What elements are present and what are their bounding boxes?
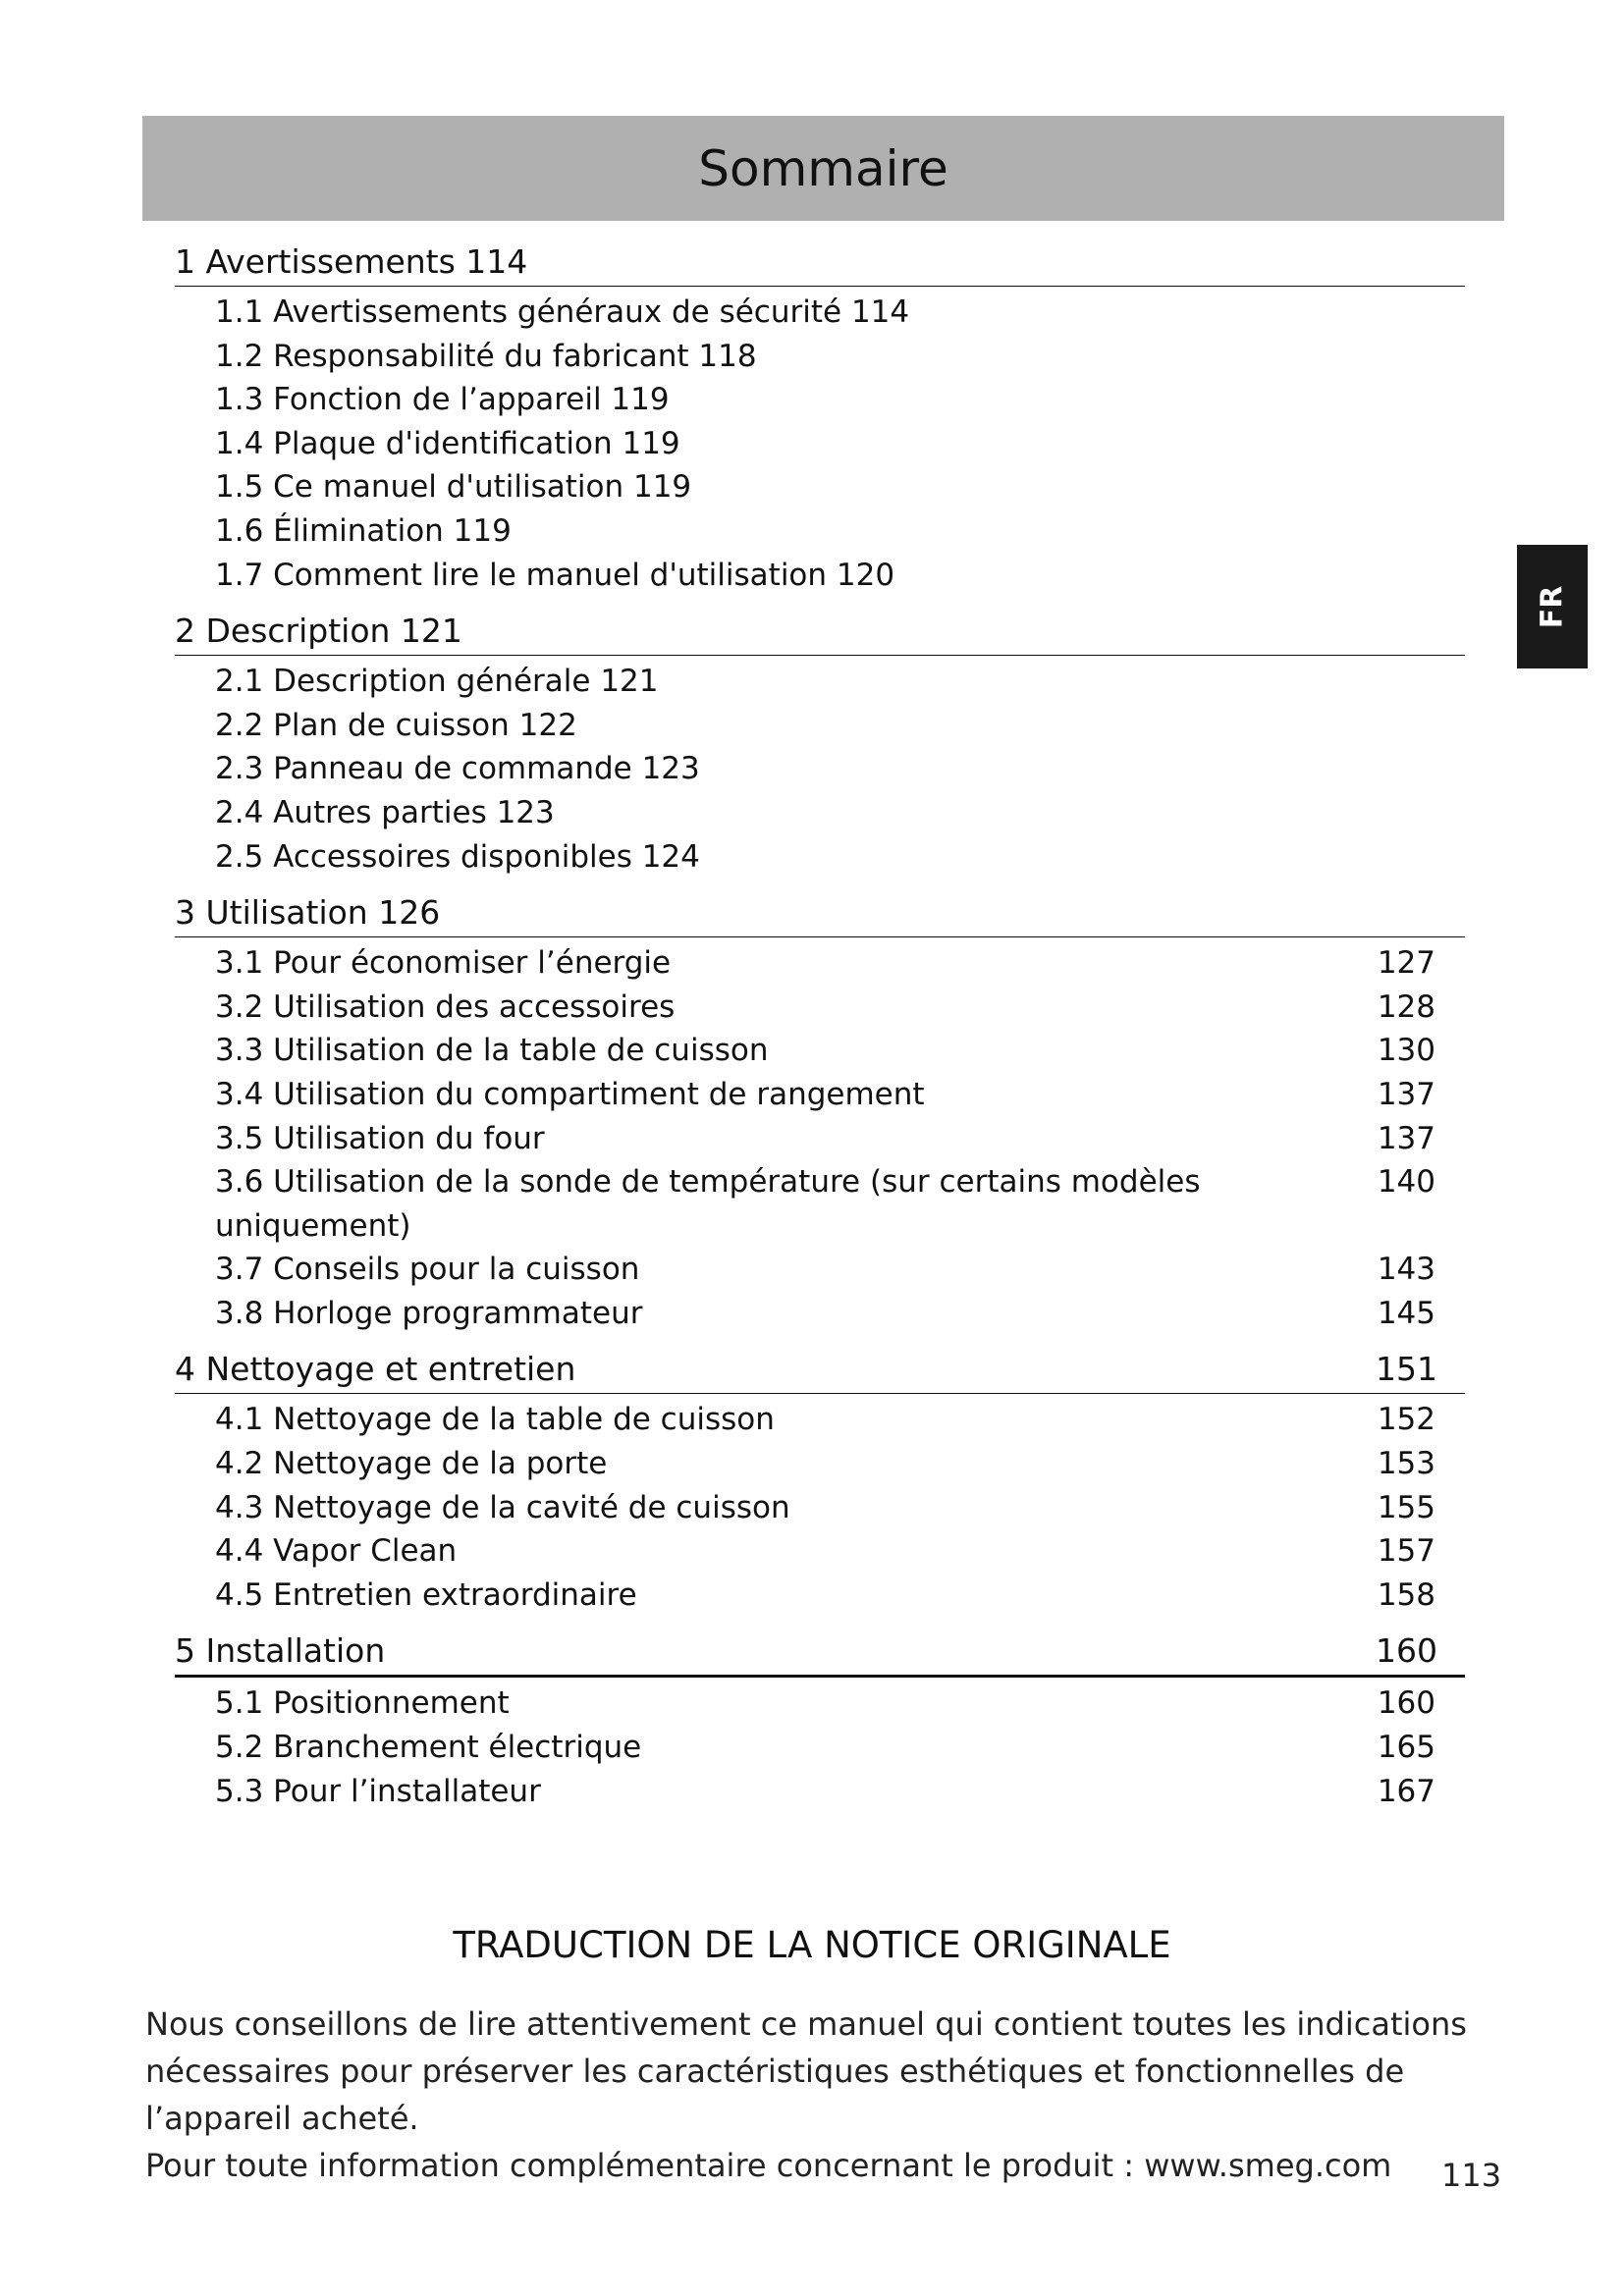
- toc-entry-page: [1435, 509, 1465, 554]
- toc-entry-page: 145: [1377, 1295, 1435, 1331]
- toc-entry-page: 140: [1377, 1164, 1435, 1201]
- toc-entry-page: 127: [1377, 945, 1435, 982]
- toc-entry-title: 1.2 Responsabilité du fabricant 118: [215, 338, 757, 374]
- toc-entry-title: 1.4 Plaque d'identification 119: [215, 425, 680, 461]
- toc-entry[interactable]: [215, 1726, 1465, 1770]
- toc-entry-list: [175, 656, 1465, 879]
- toc-entry-title: 4.4 Vapor Clean: [215, 1533, 458, 1570]
- toc-entry[interactable]: [215, 1117, 1465, 1161]
- toc-entry[interactable]: [215, 1398, 1465, 1442]
- toc-entry-title: 4.2 Nettoyage de la porte: [215, 1446, 608, 1482]
- toc-entry-page: 130: [1377, 1033, 1435, 1069]
- toc-entry[interactable]: [215, 835, 1465, 880]
- toc-entry-title: 2.5 Accessoires disponibles 124: [215, 838, 700, 875]
- toc-entry-title: 5.3 Pour l’installateur: [215, 1773, 541, 1809]
- toc-entry-page: 158: [1377, 1576, 1435, 1613]
- toc-entry-title: 3.2 Utilisation des accessoires: [215, 988, 676, 1025]
- toc-entry-page: 128: [1377, 988, 1435, 1025]
- toc-section-page: 160: [1376, 1631, 1437, 1671]
- toc-section-heading[interactable]: [175, 1630, 1465, 1678]
- toc-section-title: 1 Avertissements 114: [175, 242, 528, 281]
- toc-entry-title: 3.8 Horloge programmateur: [215, 1295, 643, 1331]
- toc-section-page: 151: [1376, 1350, 1437, 1389]
- toc-entry[interactable]: [215, 1682, 1465, 1726]
- toc-entry-title: 1.1 Avertissements généraux de sécurité 114: [215, 294, 910, 330]
- toc-section: [175, 611, 1465, 879]
- toc-entry-page: 157: [1377, 1533, 1435, 1570]
- page-title: Sommaire: [698, 139, 948, 197]
- toc-entry[interactable]: [215, 291, 1465, 335]
- toc-entry-list: [175, 1394, 1465, 1617]
- toc-entry-title: 2.4 Autres parties 123: [215, 794, 555, 830]
- toc-entry[interactable]: [215, 704, 1465, 748]
- toc-section-title: 4 Nettoyage et entretien: [175, 1350, 576, 1389]
- toc-entry-page: 165: [1377, 1730, 1435, 1766]
- toc-entry-title: 3.4 Utilisation du compartiment de rangement: [215, 1076, 925, 1112]
- toc-section-heading[interactable]: [175, 892, 1465, 937]
- toc-section: [175, 892, 1465, 1335]
- toc-entry[interactable]: [215, 335, 1465, 379]
- table-of-contents: [175, 241, 1465, 1827]
- toc-entry-page: 143: [1377, 1252, 1435, 1288]
- toc-entry-page: [1435, 835, 1465, 880]
- toc-entry-title: 3.1 Pour économiser l’énergie: [215, 945, 672, 982]
- toc-entry-title: 4.5 Entretien extraordinaire: [215, 1576, 637, 1613]
- toc-entry[interactable]: [215, 1248, 1465, 1292]
- toc-entry-page: 155: [1377, 1489, 1435, 1525]
- toc-entry[interactable]: [215, 509, 1465, 554]
- toc-entry[interactable]: [215, 1486, 1465, 1530]
- toc-section: [175, 1349, 1465, 1617]
- toc-entry-title: 3.5 Utilisation du four: [215, 1120, 545, 1156]
- toc-entry[interactable]: [215, 1442, 1465, 1486]
- toc-entry[interactable]: [215, 1029, 1465, 1073]
- notice-title: TRADUCTION DE LA NOTICE ORIGINALE: [453, 1924, 1171, 1966]
- toc-section-title: 3 Utilisation 126: [175, 893, 441, 933]
- toc-entry-page: 137: [1377, 1076, 1435, 1112]
- toc-entry-page: [1435, 660, 1465, 704]
- toc-section-heading[interactable]: [175, 1349, 1465, 1394]
- toc-entry-title: 3.7 Conseils pour la cuisson: [215, 1252, 640, 1288]
- toc-entry[interactable]: [215, 1770, 1465, 1814]
- toc-entry-list: [175, 937, 1465, 1335]
- toc-entry-title: 2.3 Panneau de commande 123: [215, 751, 700, 787]
- toc-entry-page: [1435, 554, 1465, 598]
- toc-entry-page: 167: [1377, 1773, 1435, 1809]
- toc-section: [175, 241, 1465, 597]
- toc-section-title: 2 Description 121: [175, 612, 462, 651]
- toc-entry[interactable]: [215, 1073, 1465, 1117]
- toc-entry[interactable]: [215, 465, 1465, 509]
- toc-entry-page: 160: [1377, 1685, 1435, 1722]
- toc-entry[interactable]: [215, 422, 1465, 466]
- toc-entry-page: 137: [1377, 1120, 1435, 1156]
- notice-paragraph-2: Pour toute information complémentaire concernant le produit : www.smeg.com: [145, 2147, 1392, 2184]
- language-tab-label: FR: [1535, 585, 1570, 628]
- page-number: 113: [1441, 2157, 1502, 2194]
- toc-entry-title: 1.7 Comment lire le manuel d'utilisation 120: [215, 557, 895, 593]
- toc-entry-page: [1435, 378, 1465, 422]
- toc-entry-list: [175, 287, 1465, 597]
- language-tab: [1517, 545, 1588, 668]
- notice-paragraph-1: Nous conseillons de lire attentivement ce manuel qui contient toutes les indications nécessaires pour préserver les caractéristiques esthétiques et fonctionnelles de l’appareil acheté.: [145, 2005, 1467, 2137]
- toc-entry[interactable]: [215, 986, 1465, 1030]
- toc-entry[interactable]: [215, 1292, 1465, 1336]
- toc-entry-page: [1435, 704, 1465, 748]
- toc-entry-page: 153: [1377, 1446, 1435, 1482]
- toc-section-title: 5 Installation: [175, 1631, 386, 1671]
- toc-entry[interactable]: [215, 1574, 1465, 1618]
- toc-entry-title: 2.1 Description générale 121: [215, 664, 659, 700]
- toc-entry-list: [175, 1678, 1465, 1813]
- toc-entry-title: 3.3 Utilisation de la table de cuisson: [215, 1033, 769, 1069]
- toc-entry[interactable]: [215, 1160, 1465, 1248]
- toc-entry-title: 2.2 Plan de cuisson 122: [215, 707, 577, 743]
- notice-text: [145, 2001, 1510, 2189]
- toc-section-heading[interactable]: [175, 241, 1465, 287]
- toc-entry-page: [1435, 422, 1465, 466]
- toc-entry-title: 1.5 Ce manuel d'utilisation 119: [215, 469, 692, 506]
- toc-entry-title: 5.2 Branchement électrique: [215, 1730, 642, 1766]
- toc-entry-page: [1435, 291, 1465, 335]
- toc-entry[interactable]: [215, 660, 1465, 704]
- toc-entry[interactable]: [215, 554, 1465, 598]
- toc-entry[interactable]: [215, 791, 1465, 835]
- toc-entry-title: 4.3 Nettoyage de la cavité de cuisson: [215, 1489, 790, 1525]
- toc-section-heading[interactable]: [175, 611, 1465, 656]
- toc-entry-title: 1.3 Fonction de l’appareil 119: [215, 382, 670, 418]
- toc-entry-title: 1.6 Élimination 119: [215, 512, 512, 549]
- toc-entry-title: 4.1 Nettoyage de la table de cuisson: [215, 1402, 775, 1438]
- toc-entry[interactable]: [215, 1529, 1465, 1574]
- toc-entry-title: 3.6 Utilisation de la sonde de température (sur certains modèles uniquement): [215, 1164, 1201, 1244]
- toc-entry[interactable]: [215, 747, 1465, 791]
- toc-entry-page: [1435, 465, 1465, 509]
- toc-entry-page: [1435, 335, 1465, 379]
- toc-entry[interactable]: [215, 378, 1465, 422]
- toc-section: [175, 1630, 1465, 1813]
- toc-entry[interactable]: [215, 941, 1465, 986]
- toc-entry-title: 5.1 Positionnement: [215, 1685, 510, 1722]
- toc-entry-page: 152: [1377, 1402, 1435, 1438]
- toc-entry-page: [1435, 791, 1465, 835]
- title-bar: [142, 116, 1504, 221]
- toc-entry-page: [1435, 747, 1465, 791]
